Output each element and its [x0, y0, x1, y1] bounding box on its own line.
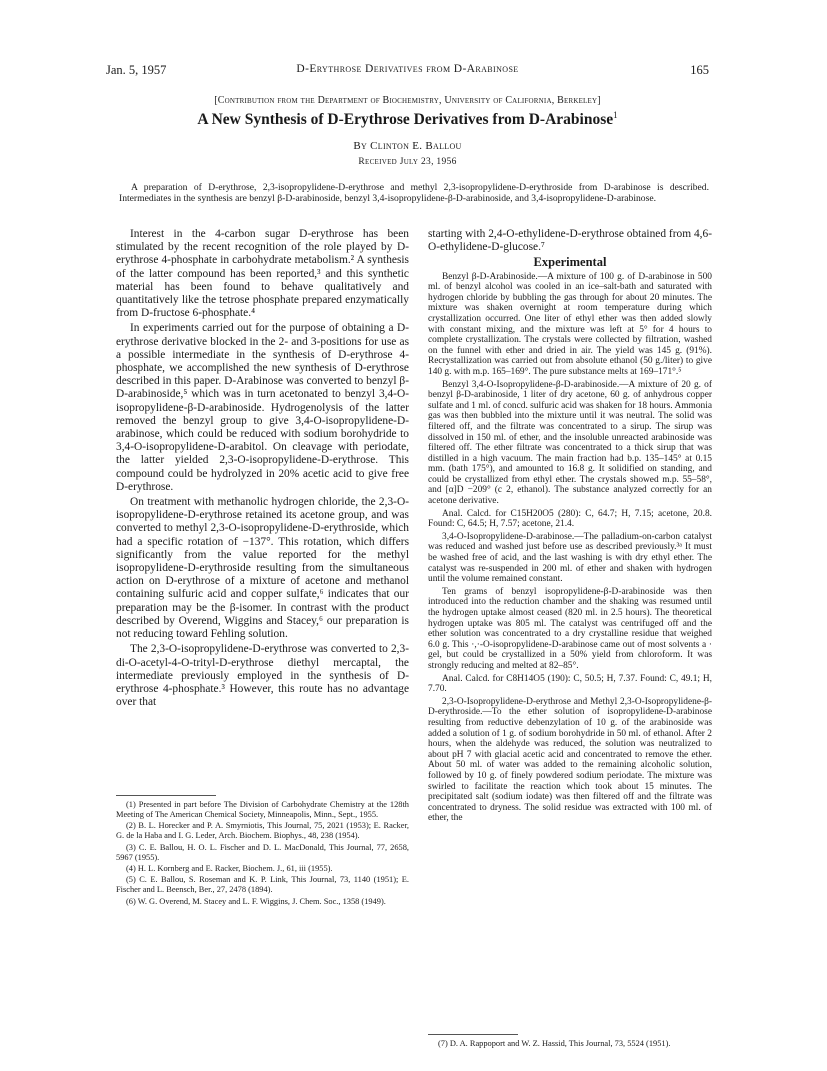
footnote: (6) W. G. Overend, M. Stacey and L. F. Wiggins, J. Chem. Soc., 1358 (1949). — [126, 896, 386, 906]
footnote: (4) H. L. Kornberg and E. Racker, Biochem. J., 61, iii (1955). — [126, 863, 333, 873]
running-head — [106, 63, 709, 81]
article-title-text: A New Synthesis of D-Erythrose Derivatives from D-Arabinose — [197, 111, 614, 129]
analysis-paragraph: Anal. Calcd. for C15H20O5 (280): C, 64.7; H, 7.15; acetone, 20.8. Found: C, 64.5; H, 7.57; acetone, 21.4. — [428, 508, 712, 530]
footnote: (2) B. L. Horecker and P. A. Smyrniotis, This Journal, 75, 2021 (1953); E. Racker, G. de la Haba and I. G. Leder, Arch. Biochem. Biophys., 48, 238 (1954). — [116, 821, 409, 841]
paragraph: On treatment with methanolic hydrogen chloride, the 2,3-O-isopropylidene-D-erythrose retained its acetone group, and was converted to methyl 2,3-O-isopropylidene-D-erythroside, which had a specific rotation of −137°. This rotation, which differs significantly from the value reported for the methyl isopropylidene-D-erythroside resulting from the simultaneous action on D-erythrose of a mixture of acetone and methanol containing sulfuric acid and copper sulfate,⁶ indicates that our preparation may be the β-isomer. In contrast with the product described by Overend, Wiggins and Stacey,⁶ our preparation is not reducing toward Fehling solution. — [116, 496, 409, 641]
paragraph: Ten grams of benzyl isopropylidene-β-D-arabinoside was then introduced into the reduction chamber and the shaking was resumed until the hydrogen uptake almost ceased (820 ml. in 2.5 hours). The theoretical hydrogen uptake was 805 ml. The catalyst was centrifuged off and the ether solution was concentrated to a dry crystalline residue that weighed 6.0 g. This ·,·-O-isopropylidene-D-arabinose came out of most solvents a · gel, but could be crystallized in a 50% yield from chloroform. It was strongly reducing and melted at 82–85°. — [428, 586, 712, 671]
footnote: (5) C. E. Ballou, S. Roseman and K. P. Link, This Journal, 73, 1140 (1951); E. Fischer and L. Beensch, Ber., 27, 2478 (1894). — [116, 875, 409, 895]
footnote-rule — [116, 795, 216, 796]
footnote-rule — [428, 1034, 518, 1035]
footnotes-left — [116, 800, 409, 908]
paragraph: The 2,3-O-isopropylidene-D-erythrose was converted to 2,3-di-O-acetyl-4-O-trityl-D-erythrose diethyl mercaptal, the intermediate previously employed in the synthesis of D-erythrose 4-phosphate.³ However, this route has no advantage over that — [116, 643, 409, 709]
paragraph: Interest in the 4-carbon sugar D-erythrose has been stimulated by the recent recognition of the role played by D-erythrose 4-phosphate in carbohydrate metabolism.² A synthesis of the latter compound has been reported,³ and this synthetic material has been found to behave qualitatively and quantitatively like the tetrose phosphate prepared enzymatically from D-fructose 6-phosphate.⁴ — [116, 228, 409, 320]
right-column — [428, 228, 712, 826]
paragraph: 2,3-O-Isopropylidene-D-erythrose and Methyl 2,3-O-Isopropylidene-β-D-erythroside.—To the ether solution of isopropylidene-D-arabinose resulting from reductive debenzylation of 10 g. of the arabinoside was added a solution of 1 g. of sodium borohydride in 50 ml. of ethanol. After 2 hours, when the aldehyde was reduced, the solution was neutralized to about pH 7 with glacial acetic acid and concentrated to remove the ether. About 50 ml. of water was added to the remaining alcoholic solution, followed by 10 g. of finely powdered sodium periodate. The mixture was swirled to facilitate the reaction which took about 15 minutes. The precipitated salt (sodium iodate) was then filtered off and the filtrate was concentrated to dryness. The solid residue was extracted with 100 ml. of ether, the — [428, 696, 712, 824]
footnote: (1) Presented in part before The Division of Carbohydrate Chemistry at the 128th Meeting of The American Chemical Society, Minneapolis, Minn., Sept., 1955. — [116, 800, 409, 819]
page-number: 165 — [690, 63, 709, 77]
article-title — [106, 110, 709, 129]
byline: By Clinton E. Ballou — [353, 140, 462, 152]
analysis-paragraph: Anal. Calcd. for C8H14O5 (190): C, 50.5; H, 7.37. Found: C, 49.1; H, 7.70. — [428, 673, 712, 695]
paragraph: 3,4-O-Isopropylidene-D-arabinose.—The palladium-on-carbon catalyst was reduced and washed just before use as described previously.³ᵃ It must be washed free of acid, and the last washing is with dry ethyl ether. The catalyst was re-suspended in 200 ml. of ether and shaken with hydrogen until the volume remained constant. — [428, 531, 712, 585]
issue-date: Jan. 5, 1957 — [106, 63, 167, 77]
received-date: Received July 23, 1956 — [358, 157, 457, 167]
footnote: (7) D. A. Rappoport and W. Z. Hassid, This Journal, 73, 5524 (1951). — [438, 1039, 671, 1048]
contribution-line: [Contribution from the Department of Biochemistry, University of California, Berkeley] — [214, 95, 601, 106]
paragraph: Benzyl β-D-Arabinoside.—A mixture of 100 g. of D-arabinose in 500 ml. of benzyl alcohol was cooled in an ice–salt-bath and saturated with hydrogen chloride by bubbling the gas through for about 20 minutes. The mixture was shaken overnight at room temperature during which crystallization occurred. One liter of ethyl ether was then added slowly with constant mixing, and the mixture was left at 5° for 4 hours to complete crystallization. The crystals were collected by filtration, washed on the funnel with ether and dried in air. The yield was 145 g. (91%). Recrystallization was carried out from absolute ethanol (50 g./liter) to give 140 g. with m.p. 165–169°. The pure substance melts at 169–171°.⁵ — [428, 271, 712, 377]
paragraph: starting with 2,4-O-ethylidene-D-erythrose obtained from 4,6-O-ethylidene-D-glucose.⁷ — [428, 228, 712, 254]
experimental-section — [428, 272, 712, 824]
left-column — [116, 228, 409, 711]
paragraph: Benzyl 3,4-O-Isopropylidene-β-D-arabinoside.—A mixture of 20 g. of benzyl β-D-arabinoside, 1 liter of dry acetone, 60 g. of anhydrous copper sulfate and 1 ml. of concd. sulfuric acid was shaken for 18 hours. Ammonia gas was then bubbled into the mixture until it was neutral. The solid was filtered off, and the filtrate was concentrated to a sirup. The sirup was dissolved in 150 ml. of ether, and the insoluble unreacted arabinoside was filtered off. The ether filtrate was concentrated to a thick sirup that was distilled in a high vacuum. The main fraction had b.p. 135–145° at 0.15 mm. (bath 175°), and amounted to 16.8 g. It solidified on standing, and could be crystallized from ethyl ether. The crystals showed m.p. 55–58°, and [α]D −209° (c 2, ethanol). The substance analyzed correctly for an acetone derivative. — [428, 379, 712, 507]
paragraph: In experiments carried out for the purpose of obtaining a D-erythrose derivative blocked in the 2- and 3-positions for use as a possible intermediate in the synthesis of D-erythrose 4-phosphate, we accomplished the new synthesis of D-erythrose described in this paper. D-Arabinose was converted to benzyl β-D-arabinoside,⁵ which was in turn acetonated to benzyl 3,4-O-isopropylidene-β-D-arabinoside. Hydrogenolysis of the latter removed the benzyl group to give 3,4-O-isopropylidene-D-arabinose, which could be reduced with sodium borohydride to 3,4-O-isopropylidene-D-arabitol. On cleavage with periodate, the latter yielded 2,3-O-isopropylidene-D-erythrose. This compound could be hydrolyzed in 20% acetic acid to give free D-erythrose. — [116, 322, 409, 493]
footnote: (3) C. E. Ballou, H. O. L. Fischer and D. L. MacDonald, This Journal, 77, 2658, 5967 (1955). — [116, 842, 409, 862]
footnotes-right — [428, 1039, 712, 1049]
abstract: A preparation of D-erythrose, 2,3-isopropylidene-D-erythrose and methyl 2,3-isopropylidene-D-erythroside from D-arabinose is described. Intermediates in the synthesis are benzyl β-D-arabinoside, benzyl 3,4-isopropylidene-β-D-arabinoside, and 3,4-isopropylidene-D-arabinose. — [119, 182, 709, 204]
section-heading-experimental: Experimental — [533, 255, 607, 270]
running-title: D-Erythrose Derivatives from D-Arabinose — [296, 63, 519, 75]
title-footnote-marker: 1 — [613, 110, 618, 120]
